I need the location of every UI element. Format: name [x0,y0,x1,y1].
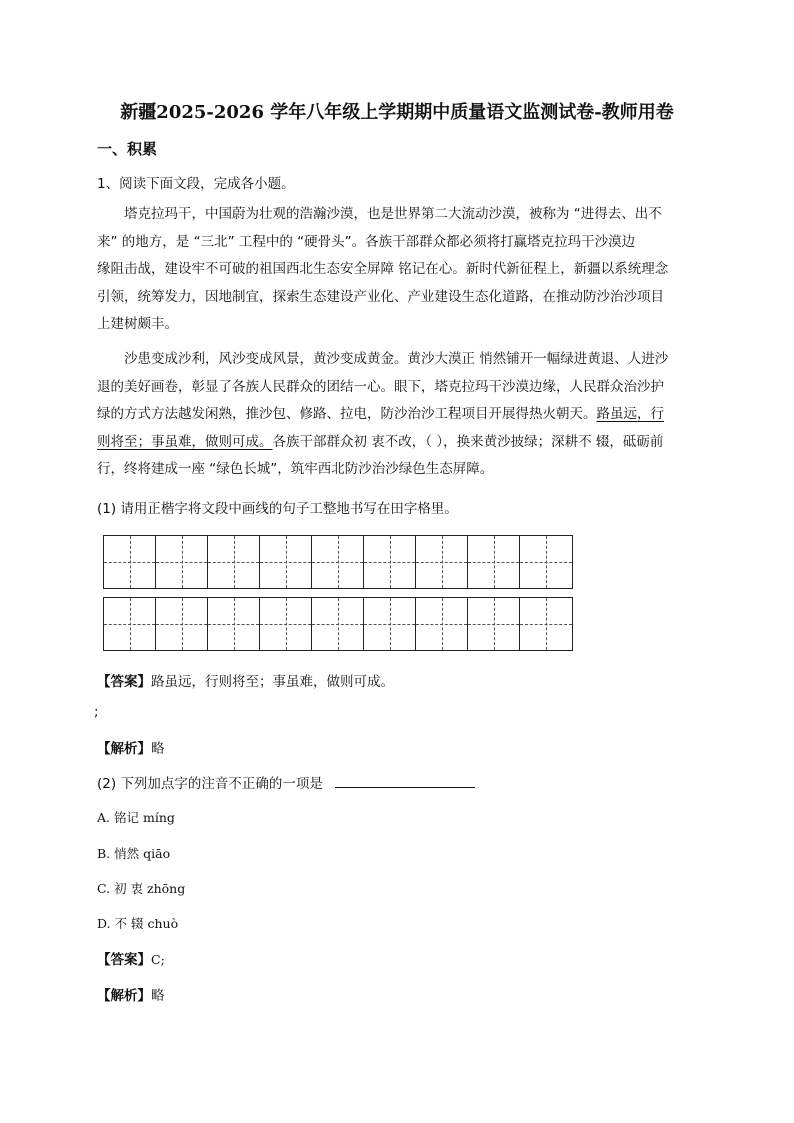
paragraph-1-cont [97,229,668,339]
option-text: 铭记 míng [114,810,175,825]
page-title: 新疆2025-2026 学年八年级上学期期中质量语文监测试卷-教师用卷 [120,102,674,123]
analysis-2 [97,984,165,1004]
grid-cell[interactable] [364,598,416,650]
option-letter: B. [97,846,111,861]
paragraph-line: 缘阻击战，建设牢不可破的祖国西北生态安全屏障 铭记在心。新时代新征程上，新疆以系统理念 [97,261,669,277]
analysis-text: 略 [151,988,165,1004]
grid-cell[interactable] [156,536,208,588]
grid-cell[interactable] [208,536,260,588]
option-text: 不 辍 chuò [114,916,179,931]
grid-cell[interactable] [260,536,312,588]
option-letter: A. [97,810,111,825]
grid-cell[interactable] [260,598,312,650]
grid-cell[interactable] [104,598,156,650]
paragraph-line: 行，终将建成一座 “绿色长城”，筑牢西北防沙治沙绿色生态屏障。 [97,461,494,477]
paragraph-line: 上建树颇丰。 [97,316,178,332]
answer-label: 【答案】 [97,952,151,968]
question-intro: 1、阅读下面文段，完成各小题。 [97,176,295,192]
paragraph-line: 退的美好画卷，彰显了各族人民群众的团结一心。眼下，塔克拉玛干沙漠边缘，人民群众治沙护 [97,378,664,395]
paragraph-line [97,401,664,429]
analysis-text: 略 [151,741,165,757]
grid-cell[interactable] [312,536,364,588]
analysis-label: 【解析】 [97,988,151,1004]
option-d[interactable] [97,914,178,932]
paragraph-2 [124,346,668,374]
grid-cell[interactable] [520,598,572,650]
paragraph-line: 来” 的地方，是 “三北” 工程中的 “硬骨头”。各族干部群众都必须将打赢塔克拉玛干沙漠边 [97,233,636,250]
grid-cell[interactable] [468,598,520,650]
answer-blank[interactable] [335,775,475,788]
analysis-1 [97,737,165,757]
option-b[interactable] [97,844,170,862]
stray-mark: ; [94,704,99,720]
option-c[interactable] [97,879,185,897]
paragraph-1 [124,201,662,229]
paragraph-line: 引领，统筹发力，因地制宜，探索生态建设产业化、产业建设生态化道路，在推动防沙治沙项目 [97,288,664,305]
paragraph-text: 绿的方式方法越发闲熟，推沙包、修路、拉电，防沙治沙工程项目开展得热火朝天。 [97,406,597,422]
underlined-sentence-part: 路虽远，行 [596,406,664,422]
paragraph-2-cont [97,374,664,484]
grid-cell[interactable] [312,598,364,650]
option-letter: C. [97,881,111,896]
answer-1 [97,670,394,690]
writing-grid-row[interactable] [103,535,573,589]
option-letter: D. [97,916,111,931]
grid-cell[interactable] [104,536,156,588]
writing-grid-row[interactable] [103,597,573,651]
paragraph-text: 各族干部群众初 衷不改，（ ），换来黄沙披绿；深耕不 辍，砥砺前 [272,433,664,450]
grid-cell[interactable] [416,536,468,588]
sub-question-1: (1) 请用正楷字将文段中画线的句子工整地书写在田字格里。 [97,501,458,517]
paragraph-line: 沙患变成沙利，风沙变成风景，黄沙变成黄金。黄沙大漠正 悄然铺开一幅绿进黄退、人进沙 [124,351,669,367]
option-text: 悄然 qiāo [114,846,171,861]
grid-cell[interactable] [520,536,572,588]
grid-cell[interactable] [468,536,520,588]
sub-question-2 [97,772,475,792]
answer-text: C; [151,952,165,967]
grid-cell[interactable] [156,598,208,650]
grid-cell[interactable] [208,598,260,650]
question-text: (2) 下列加点字的注音不正确的一项是 [97,776,323,792]
paragraph-line [97,429,664,457]
option-text: 初 衷 zhōng [114,881,186,896]
answer-text: 路虽远，行则将至；事虽难，做则可成。 [151,674,394,690]
analysis-label: 【解析】 [97,741,151,757]
answer-label: 【答案】 [97,674,151,690]
grid-cell[interactable] [416,598,468,650]
paragraph-line: 塔克拉玛干，中国蔚为壮观的浩瀚沙漠，也是世界第二大流动沙漠，被称为 “进得去、出不 [124,206,662,222]
answer-2 [97,948,165,968]
underlined-sentence-part: 则将至；事虽难，做则可成。 [97,433,273,450]
section-heading: 一、积累 [97,140,158,158]
grid-cell[interactable] [364,536,416,588]
option-a[interactable] [97,808,175,826]
